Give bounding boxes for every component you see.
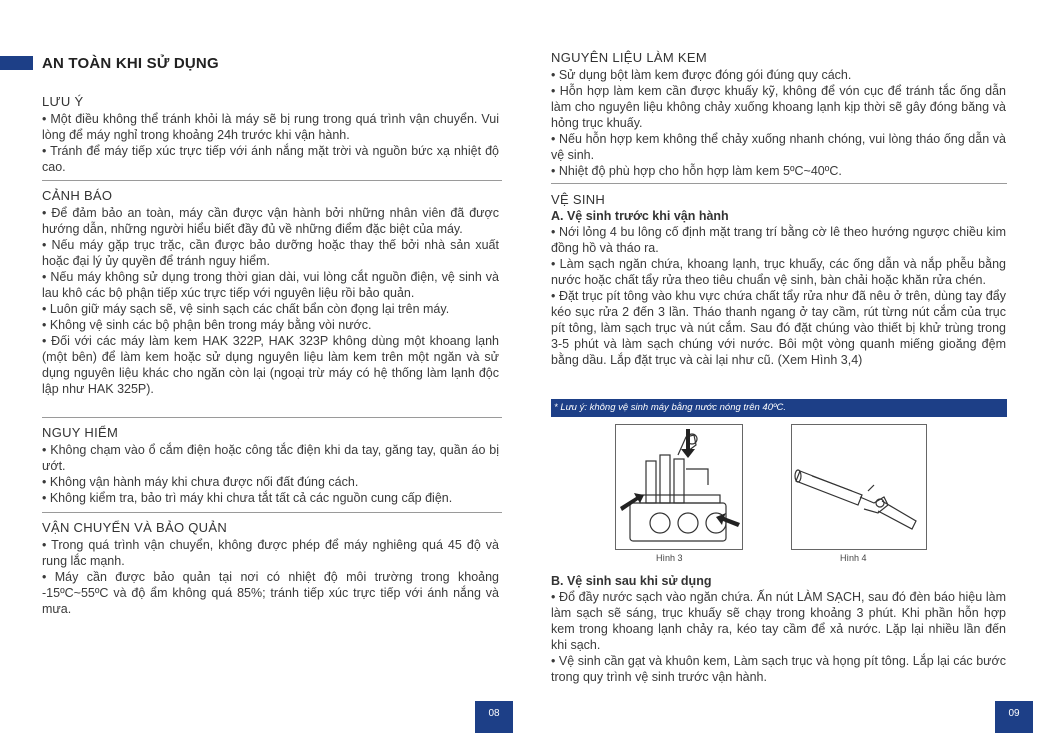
page-title: AN TOÀN KHI SỬ DỤNG xyxy=(42,55,219,72)
list-item: • Nếu hỗn hợp kem không thể chảy xuống nhanh chóng, vui lòng tháo ống dẫn và vệ sinh. xyxy=(551,132,1006,162)
list-item: • Để đảm bảo an toàn, máy cần được vận hành bởi những nhân viên đã được hướng dẫn, những người hiểu biết đầy đủ về những điểm đặc biệt của máy. xyxy=(42,206,499,236)
page-number-right: 09 xyxy=(995,701,1033,733)
list-item: • Không kiểm tra, bảo trì máy khi chưa tắt tất cả các nguồn cung cấp điện. xyxy=(42,491,453,505)
list-item: • Máy cần được bảo quản tại nơi có nhiệt độ môi trường trong khoảng -15ºC~55ºC và độ ẩm không quá 85%; tránh tiếp xúc trực tiếp với ánh nắng và mưa. xyxy=(42,570,499,616)
list-item: • Nếu máy không sử dụng trong thời gian dài, vui lòng cắt nguồn điện, vệ sinh và lau khô các bộ phận tiếp xúc trực tiếp với nguyên liệu rồi bảo quản. xyxy=(42,270,499,300)
list-item: • Tránh để máy tiếp xúc trực tiếp với ánh nắng mặt trời và nguồn bức xạ nhiệt độ cao. xyxy=(42,144,499,174)
title-accent-bar xyxy=(0,56,33,70)
figure-3-image xyxy=(615,424,743,550)
list-item: • Nhiệt độ phù hợp cho hỗn hợp làm kem 5ºC~40ºC. xyxy=(551,164,842,178)
note-banner: * Lưu ý: không vệ sinh máy bằng nước nóng trên 40ºC. xyxy=(551,399,1007,417)
list-item: • Sử dụng bột làm kem được đóng gói đúng quy cách. xyxy=(551,68,852,82)
section-heading: VỆ SINH xyxy=(551,192,606,207)
machine-cleaning-illustration xyxy=(616,425,742,549)
divider xyxy=(551,183,1007,184)
section-heading: LƯU Ý xyxy=(42,94,84,109)
section-nguy-hiem xyxy=(42,425,499,506)
list-item: • Không vệ sinh các bộ phận bên trong máy bằng vòi nước. xyxy=(42,318,372,332)
list-item: • Nếu máy gặp trục trặc, cần được bảo dưỡng hoặc thay thế bởi nhà sản xuất hoặc đại lý ủy quyền để tránh nguy hiểm. xyxy=(42,238,499,268)
list-item: • Vệ sinh cần gạt và khuôn kem, Làm sạch trục và họng pít tông. Lắp lại các bước trong quy trình vệ sinh trước vận hành. xyxy=(551,654,1006,684)
list-item: • Một điều không thể tránh khỏi là máy sẽ bị rung trong quá trình vận chuyển. Vui lòng để máy nghỉ trong khoảng 24h trước khi vận hành. xyxy=(42,112,499,142)
figure-4-caption: Hình 4 xyxy=(840,553,867,563)
section-luu-y xyxy=(42,94,499,175)
section-van-chuyen xyxy=(42,520,499,617)
section-ve-sinh xyxy=(551,192,1006,368)
list-item: • Làm sạch ngăn chứa, khoang lạnh, trục khuấy, các ống dẫn và nắp phễu bằng nước hoặc chất tẩy rửa theo tiêu chuẩn vệ sinh, bàn chải hoặc khăn rửa chén. xyxy=(551,257,1006,287)
list-item: • Trong quá trình vận chuyển, không được phép để máy nghiêng quá 45 độ và rung lắc mạnh. xyxy=(42,538,499,568)
figure-3-caption: Hình 3 xyxy=(656,553,683,563)
list-item: • Luôn giữ máy sạch sẽ, vệ sinh sạch các chất bẩn còn đọng lại trên máy. xyxy=(42,302,450,316)
section-heading: CẢNH BÁO xyxy=(42,188,113,203)
list-item: • Nới lỏng 4 bu lông cố định mặt trang trí bằng cờ lê theo hướng ngược chiều kim đồng hồ và tháo ra. xyxy=(551,225,1006,255)
list-item: • Không vận hành máy khi chưa được nối đất đúng cách. xyxy=(42,475,359,489)
list-item: • Đặt trục pít tông vào khu vực chứa chất tẩy rửa như đã nêu ở trên, dùng tay đẩy kéo sục rửa 2 đến 3 lần. Tháo thanh ngang ở tay cầm, rút từng nút cắm của trục pít tông, làm sạch trục và nút cắm. Sau đó đặt chúng vào thiết bị khử trùng trong 3-5 phút và làm sạch chúng với nước. Bôi một vòng quanh miếng gioăng đệm bằng dầu. Lắp đặt trục và cài lại như cũ. (Xem Hình 3,4) xyxy=(551,289,1006,367)
piston-shaft-illustration xyxy=(792,425,926,549)
list-item: • Hỗn hợp làm kem cần được khuấy kỹ, không để vón cục để tránh tắc ống dẫn làm cho nguyên liệu không chảy xuống khoang lạnh kịp thời sẽ gây đóng băng và hỏng trục khuấy. xyxy=(551,84,1006,130)
page-number-left: 08 xyxy=(475,701,513,733)
divider xyxy=(42,180,502,181)
section-heading: NGUYÊN LIỆU LÀM KEM xyxy=(551,50,707,65)
section-heading: NGUY HIỂM xyxy=(42,425,119,440)
figure-4-image xyxy=(791,424,927,550)
section-heading: VẬN CHUYỂN VÀ BẢO QUẢN xyxy=(42,520,228,535)
section-ve-sinh-b xyxy=(551,574,1006,685)
list-item: • Không chạm vào ổ cắm điện hoặc công tắc điện khi da tay, găng tay, quần áo bị ướt. xyxy=(42,443,499,473)
subsection-heading-a: A. Vệ sinh trước khi vận hành xyxy=(551,209,729,223)
divider xyxy=(42,417,502,418)
list-item: • Đối với các máy làm kem HAK 322P, HAK 323P không dùng một khoang lạnh (một bên) để làm kem hoặc sử dụng nguyên liệu làm kem trên một ngăn và sử dụng nguyên liệu khác cho ngăn còn lại (ngoại trừ máy có hệ thống làm lạnh độc lập như HAK 325P). xyxy=(42,334,499,396)
section-nguyen-lieu xyxy=(551,50,1006,179)
subsection-heading-b: B. Vệ sinh sau khi sử dụng xyxy=(551,574,712,588)
list-item: • Đổ đầy nước sạch vào ngăn chứa. Ấn nút LÀM SẠCH, sau đó đèn báo hiệu làm làm sạch sẽ sáng, trục khuấy sẽ chạy trong khoảng 3 phút. Khi phần hỗn hợp kem trong khoang lạnh chảy ra, kéo tay cầm để xả nước. Lặp lại nhiều lần đến khi sạch. xyxy=(551,590,1006,652)
divider xyxy=(42,512,502,513)
section-canh-bao xyxy=(42,188,499,397)
